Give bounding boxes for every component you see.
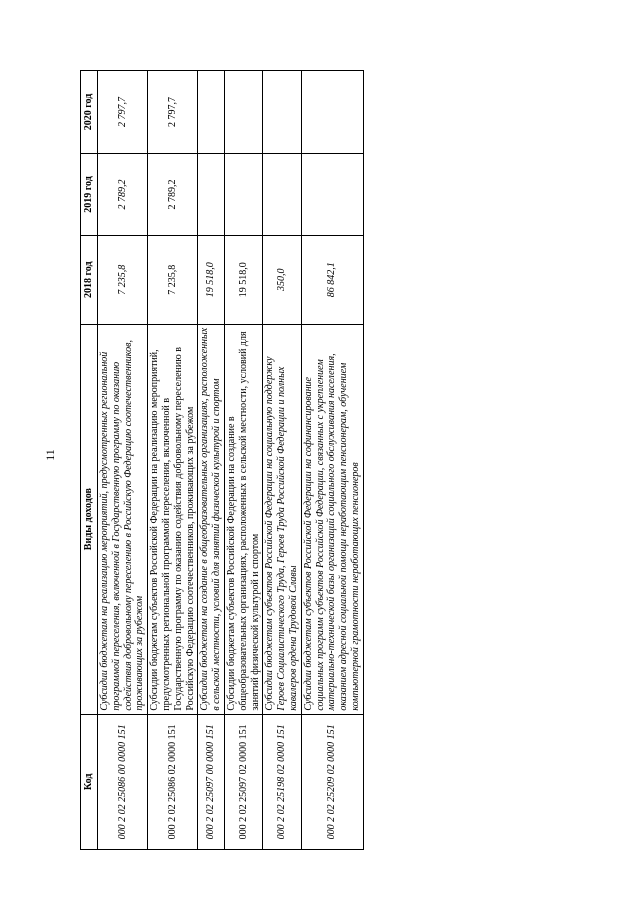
revenue-table — [80, 70, 364, 850]
row-code: 000 2 02 25097 02 0000 151 — [224, 714, 262, 849]
table-row — [301, 71, 363, 850]
row-value-2019: 2 789,2 — [148, 154, 198, 236]
header-code: Код — [81, 714, 98, 849]
row-value-2018: 350,0 — [263, 235, 301, 324]
row-description: Субсидии бюджетам субъектов Российской Федерации на софинансирование социальных программ субъектов Российской Федерации, связанных с укреплением материально-технической базы организаций социального обслуживания населения, оказанием адресной социальной помощи неработающим пенсионерам, обучением компьютерной грамотности неработающих пенсионеров — [301, 324, 363, 714]
row-value-2018: 7 235,8 — [148, 235, 198, 324]
page-number: 11 — [43, 449, 57, 461]
row-value-2019 — [263, 154, 301, 236]
row-value-2019 — [198, 154, 225, 236]
row-value-2018: 86 842,1 — [301, 235, 363, 324]
row-value-2018: 7 235,8 — [98, 235, 148, 324]
row-value-2020 — [198, 71, 225, 154]
revenue-table-container — [80, 70, 602, 850]
row-value-2019 — [224, 154, 262, 236]
table-row — [98, 71, 148, 850]
row-value-2019: 2 789,2 — [98, 154, 148, 236]
row-value-2020 — [301, 71, 363, 154]
row-value-2020 — [224, 71, 262, 154]
header-desc: Виды доходов — [81, 324, 98, 714]
row-description: Субсидии бюджетам субъектов Российской Федерации на реализацию мероприятий, предусмотренных региональной программой переселения, включенной в Государственную программу по оказанию содействия добровольному переселению в Российскую Федерацию соотечественников, проживающих за рубежом — [148, 324, 198, 714]
row-description: Субсидии бюджетам на создание в общеобразовательных организациях, расположенных в сельской местности, условий для занятий физической культурой и спортом — [198, 324, 225, 714]
row-code: 000 2 02 25198 02 0000 151 — [263, 714, 301, 849]
header-2020: 2020 год — [81, 71, 98, 154]
table-header-row — [81, 71, 98, 850]
table-row — [148, 71, 198, 850]
row-value-2019 — [301, 154, 363, 236]
row-description: Субсидии бюджетам субъектов Российской Федерации на социальную поддержку Героев Социалистического Труда, Героев Труда Российской Федерации и полных кавалеров ордена Трудовой Славы — [263, 324, 301, 714]
row-code: 000 2 02 25086 00 0000 151 — [98, 714, 148, 849]
row-description: Субсидии бюджетам на реализацию мероприятий, предусмотренных региональной программой переселения, включенной в Государственную программу по оказанию содействия добровольному переселению в Российскую Федерацию соотечественников, проживающих за рубежом — [98, 324, 148, 714]
row-value-2018: 19 518,0 — [224, 235, 262, 324]
table-row — [198, 71, 225, 850]
row-code: 000 2 02 25097 00 0000 151 — [198, 714, 225, 849]
row-value-2018: 19 518,0 — [198, 235, 225, 324]
row-value-2020: 2 797,7 — [148, 71, 198, 154]
row-value-2020: 2 797,7 — [98, 71, 148, 154]
header-2019: 2019 год — [81, 154, 98, 236]
row-code: 000 2 02 25209 02 0000 151 — [301, 714, 363, 849]
row-code: 000 2 02 25086 02 0000 151 — [148, 714, 198, 849]
table-row — [263, 71, 301, 850]
row-value-2020 — [263, 71, 301, 154]
header-2018: 2018 год — [81, 235, 98, 324]
row-description: Субсидии бюджетам субъектов Российской Федерации на создание в общеобразовательных организациях, расположенных в сельской местности, условий для занятий физической культурой и спортом — [224, 324, 262, 714]
table-row — [224, 71, 262, 850]
